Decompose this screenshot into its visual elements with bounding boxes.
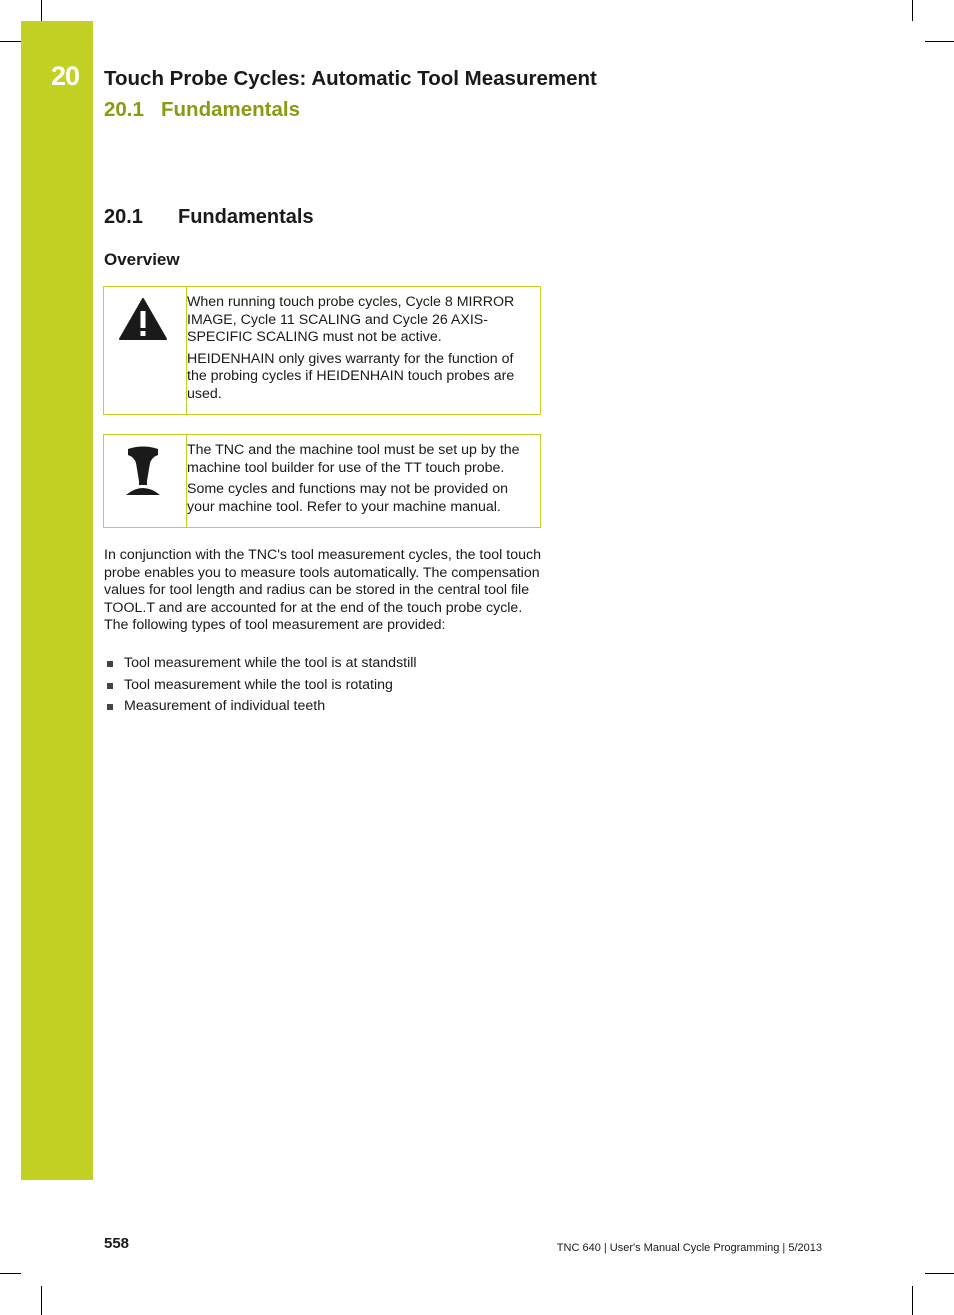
section-heading-number: 20.1 <box>104 206 143 228</box>
crop-mark <box>41 1286 42 1315</box>
subheading: Overview <box>104 250 180 269</box>
section-heading <box>104 206 314 229</box>
note-paragraph: HEIDENHAIN only gives warranty for the function of the probing cycles if HEIDENHAIN touch probes are used. <box>187 350 515 402</box>
warning-icon <box>118 297 168 346</box>
machine-note <box>103 434 541 528</box>
running-section-title: Fundamentals <box>161 98 300 121</box>
machine-icon <box>124 445 162 504</box>
list-item <box>104 698 417 720</box>
crop-mark <box>925 1273 954 1274</box>
bullet-list <box>104 655 417 720</box>
list-item-text: Measurement of individual teeth <box>124 698 326 714</box>
list-item-text: Tool measurement while the tool is at standstill <box>124 655 417 671</box>
crop-mark <box>41 0 42 21</box>
list-item-text: Tool measurement while the tool is rotating <box>124 676 393 693</box>
warning-note-text <box>186 287 532 414</box>
machine-note-text <box>186 435 532 527</box>
running-section-number: 20.1 <box>104 98 144 121</box>
note-paragraph: When running touch probe cycles, Cycle 8 MIRROR IMAGE, Cycle 11 SCALING and Cycle 26 AXIS-SPECIFIC SCALING must not be active. <box>187 294 515 345</box>
chapter-number: 20 <box>51 61 80 91</box>
section-heading-title: Fundamentals <box>178 206 314 228</box>
crop-mark <box>0 1273 21 1274</box>
note-paragraph: Some cycles and functions may not be provided on your machine tool. Refer to your machine manual. <box>187 481 508 515</box>
bullet-square-icon <box>107 683 113 689</box>
list-item <box>104 655 417 677</box>
note-paragraph: The TNC and the machine tool must be set up by the machine tool builder for use of the TT touch probe. <box>187 442 520 476</box>
chapter-sidebar <box>21 21 93 1180</box>
crop-mark <box>912 0 913 21</box>
bullet-square-icon <box>107 661 113 667</box>
body-paragraph: In conjunction with the TNC's tool measurement cycles, the tool touch probe enables you to measure tools automatically. The compensation values for tool length and radius can be stored in the central tool file TOOL.T and are accounted for at the end of the touch probe cycle. The following types of tool measurement are provided: <box>104 547 541 633</box>
footer-text: TNC 640 | User's Manual Cycle Programming | 5/2013 <box>556 1242 822 1254</box>
crop-mark <box>912 1286 913 1315</box>
chapter-title: Touch Probe Cycles: Automatic Tool Measurement <box>104 67 597 90</box>
running-section-header <box>104 98 300 122</box>
crop-mark <box>0 41 21 42</box>
warning-note <box>103 286 541 415</box>
page-number: 558 <box>104 1235 130 1252</box>
crop-mark <box>925 41 954 42</box>
list-item <box>104 677 417 699</box>
bullet-square-icon <box>107 704 113 710</box>
